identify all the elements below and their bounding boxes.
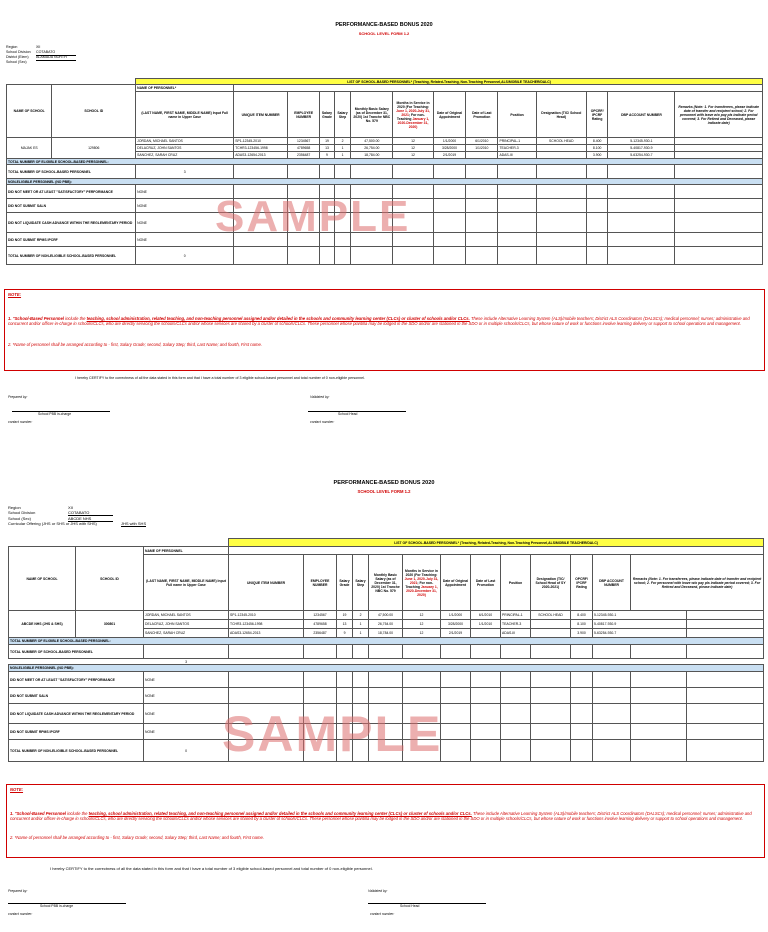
eligible-section-header: TOTAL NUMBER OF ELIGIBLE SCHOOL-BASED PERSONNEL: [9, 638, 764, 645]
table-cell: 5-12345-930-1 [608, 138, 675, 145]
total-noneligible-label: TOTAL NUMBER OF NON-ELIGIBLE SCHOOL-BASED PERSONNEL [9, 740, 144, 762]
table-cell [531, 620, 571, 629]
table-cell: 4789658 [288, 145, 320, 152]
table-cell: TEACHER-3 [501, 620, 531, 629]
col-months-service [393, 92, 434, 138]
col-rating: OPCRF/ IPCRF Rating [586, 92, 608, 138]
header-label: School (Sec) [6, 60, 27, 64]
table-cell: 8.400 [571, 611, 593, 620]
prepared-role: School PBB in-charge [38, 412, 72, 416]
table-cell: DID NOT MEET OR AT LEAST "SATISFACTORY" PERFORMANCE [7, 185, 136, 199]
table-cell: 26,754.00 [351, 145, 393, 152]
col-item-number: UNIQUE ITEM NUMBER [234, 92, 288, 138]
school-name-cell: MAJAK ES [7, 138, 52, 159]
col-item-number: UNIQUE ITEM NUMBER [229, 555, 304, 611]
col-basic-salary: Monthly Basic Salary (as of December 31, 2020) 1st Tranche NBC No. 579 [351, 92, 393, 138]
table-cell: 12 [403, 629, 441, 638]
table-cell: 4789658 [304, 620, 337, 629]
note-title: NOTE: [8, 292, 22, 297]
certification-text: I hereby CERTIFY to the correctness of all the data stated in this form and that I have a total number of 3 eligible school-based personnel and total number of 0 non-eligible personnel. [75, 376, 365, 380]
col-salary-step: Salary Step [353, 555, 369, 611]
table-cell [471, 629, 501, 638]
noneligible-section-header: NON-ELIGIBLE PERSONNEL (NO PBB): [9, 665, 764, 672]
table-cell: 1234567 [304, 611, 337, 620]
form-title: PERFORMANCE-BASED BONUS 2020 [335, 22, 433, 28]
col-salary-grade: Salary Grade [337, 555, 353, 611]
note-item-1 [10, 811, 761, 821]
col-personnel-name: (LAST NAME, FIRST NAME, MIDDLE NAME) Input Full name in Upper Case [136, 92, 234, 138]
table-cell: 9 [320, 152, 334, 159]
note-box [6, 784, 765, 858]
table-cell: NONE [144, 672, 229, 688]
col-remarks: Remarks (Note: 1. For transferees, please indicate date of transfer and recipient school; 2. For personnel with leave w/o pay pls indicate period covered; 3. For Retired and Deceased, please indicate date) [631, 555, 764, 611]
table-cell: June 1, 2020-July 31, 2021 [396, 108, 430, 117]
col-dbp-account: DBP ACCOUNT NUMBER [608, 92, 675, 138]
col-designation: Designation (TIC/ School Head) [536, 92, 586, 138]
header-value: XII [36, 45, 41, 49]
col-remarks: Remarks (Note: 1. For transferees, please indicate date of transfer and recipient school; 2. For personnel with leave w/o pay pls indicate period covered; 3. For Retired and Deceased, please indicate date) [675, 92, 763, 138]
col-original-appointment: Date of Original Appointment [433, 92, 465, 138]
list-title: LIST OF SCHOOL-BASED PERSONNEL* (Teaching, Related-Teaching, Non-Teaching Personnel,ALS/MOBILE TEACHER/DALC) [229, 539, 764, 547]
col-school-id: SCHOOL ID [52, 85, 136, 138]
table-cell: SANCHEZ, SARAH CRUZ [144, 629, 229, 638]
table-cell: These include Alternative Learning System (ALS)/mobile teachers; District ALS Coordinators (DALSCs); medical personnel; nurses; administrative and concurrent and/or officer-in-charge in schools/CLCs, who are directly servicing the schools/CLCs and/or whose services are shared by a cluster of schools/CLCs. These personnel whose plantilla may be lodged in the SDO and/or are stationed in the SDO or in multiple schools/CLCs, but whose nature of work or functions involve learning delivery or support to school operations and management. [8, 316, 750, 326]
table-cell: NONE [144, 704, 229, 724]
col-name-group: NAME OF PERSONNEL* [136, 85, 234, 92]
col-rating: OPCRF/ IPCRF Rating [571, 555, 593, 611]
table-cell: include the [63, 316, 87, 321]
table-cell: 3/28/2000 [433, 145, 465, 152]
contact-number-label: contact number: [8, 420, 33, 424]
table-cell: 1 [334, 152, 351, 159]
note-item-1 [8, 316, 761, 326]
contact-number-label: contact number: [370, 912, 395, 916]
table-cell: These include Alternative Learning System (ALS)/mobile teachers; District ALS Coordinators (DALSCs); medical personnel; nurses; administrative and concurrent and/or officer-in-charge in schools/CLCs, who are directly servicing the schools/CLCs and/or whose services are shared by a cluster of schools/CLCs. These personnel whose plantilla may be lodged in the SDO and/or are stationed in the SDO or in multiple schools/CLCs, but whose nature of work or functions involve learning delivery or support to school operations and management. [10, 811, 752, 821]
table-cell: School Division [8, 510, 36, 516]
table-cell: 19 [320, 138, 334, 145]
table-cell: 1 [353, 629, 369, 638]
total-value: 3 [136, 165, 234, 179]
table-cell: 9 [337, 629, 353, 638]
table-cell: 5-12345-930-1 [593, 611, 687, 620]
table-cell: 26,754.00 [369, 620, 403, 629]
table-cell: ADAS-III [501, 629, 531, 638]
table-cell: NONE [136, 199, 234, 213]
table-cell: 12 [393, 145, 434, 152]
table-cell: ABCDE NHS [68, 516, 113, 522]
validated-role: School Head [338, 412, 358, 416]
col-designation: Designation (TIC/ School Head of SY 2020-2021) [531, 555, 571, 611]
table-cell: DID NOT SUBMIT SALN [9, 688, 144, 704]
table-cell: 1 [353, 620, 369, 629]
table-cell: TEACHER-3 [498, 145, 536, 152]
table-cell: DID NOT SUBMIT SALN [7, 199, 136, 213]
table-cell: 2 [334, 138, 351, 145]
table-cell: SANCHEZ, SARAH CRUZ [136, 152, 234, 159]
table-cell: 3.900 [586, 152, 608, 159]
table-cell: ADAS3-12654-2013 [234, 152, 288, 159]
table-cell: 1234567 [288, 138, 320, 145]
table-cell: 1. "School-Based Personnel [10, 811, 66, 816]
col-salary-grade: Salary Grade [320, 92, 334, 138]
col-last-promotion: Date of Last Promotion [471, 555, 501, 611]
table-cell: 18,784.00 [369, 629, 403, 638]
header-fields [8, 505, 178, 527]
table-cell: NONE [136, 185, 234, 199]
table-cell: 3.900 [571, 629, 593, 638]
school-name-cell: ABCDE NHS (JHS & SHS) [9, 611, 76, 638]
table-cell: 1. "School-Based Personnel [8, 316, 64, 321]
table-cell: 5-63254-930-7 [593, 629, 687, 638]
table-cell: ADAS3-12654-2013 [229, 629, 304, 638]
col-months-service [403, 555, 441, 611]
validated-by-label: Validated by: [310, 395, 330, 399]
table-row [9, 611, 764, 620]
prepared-by-label: Prepared by: [8, 889, 28, 893]
table-cell: 2 [353, 611, 369, 620]
table-cell: 8.400 [586, 138, 608, 145]
table-cell: SP1-12345-2010 [234, 138, 288, 145]
table-cell: 1/1/2010 [471, 620, 501, 629]
table-cell: 3/28/2000 [441, 620, 471, 629]
table-cell: 6/1/2010 [466, 138, 498, 145]
table-cell: School (Sec) [8, 515, 31, 521]
total-label: TOTAL NUMBER OF SCHOOL-BASED PERSONNEL [7, 165, 136, 179]
table-cell: 1 [334, 145, 351, 152]
table-cell: 12 [403, 611, 441, 620]
col-name-group: NAME OF PERSONNEL [144, 547, 229, 555]
prepared-role: School PBB in-charge [40, 904, 74, 908]
table-cell: SP1-12345-2010 [229, 611, 304, 620]
table-cell: 47,500.00 [351, 138, 393, 145]
table-cell: DID NOT SUBMIT RPMS IPCRF [7, 233, 136, 247]
table-cell: XII [68, 505, 73, 510]
header-value: COTABATO [36, 50, 76, 56]
note-item-2: 2. *Name of personnel shall be arranged according to - first, Salary Grade; second, Salary Step; third, Last Name; and fourth, First name. [10, 835, 264, 840]
table-cell: JHS with SHS [121, 521, 147, 527]
certification-text: I hereby CERTIFY to the correctness of all the data stated in this form and that I have a total number of 3 eligible school-based personnel and total number of 0 non-eligible personnel. [50, 866, 373, 871]
col-original-appointment: Date of Original Appointment [441, 555, 471, 611]
table-cell: Region [8, 505, 21, 510]
table-cell: 13 [337, 620, 353, 629]
table-cell: Curricular Offering (JHS or SHS or JHS with SHS) [8, 521, 97, 527]
table-cell: 2/1/2019 [441, 629, 471, 638]
contact-number-label: contact number: [8, 912, 33, 916]
note-box [4, 289, 765, 371]
col-position: Position [501, 555, 531, 611]
table-cell: January 1, 2020-December 31, 2020) [406, 584, 438, 597]
list-title: LIST OF SCHOOL-BASED PERSONNEL* (Teaching, Related-Teaching, Non-Teaching Personnel,ALS/MOBILE TEACHER/DALC) [136, 79, 763, 85]
col-school-name: NAME OF SCHOOL [9, 547, 76, 611]
total-noneligible-label: TOTAL NUMBER OF NON-ELIGIBLE SCHOOL-BASED PERSONNEL [7, 247, 136, 265]
table-cell: 18,784.00 [351, 152, 393, 159]
table-cell: ; For non-Teaching [396, 112, 425, 121]
table-cell: NONE [136, 233, 234, 247]
col-personnel-name: (LAST NAME, FIRST NAME, MIDDLE NAME) Input Full name in Upper Case [144, 555, 229, 611]
table-cell: DELACRUZ, JOHN SANTOS [144, 620, 229, 629]
table-cell: TCHR3-123456-1998 [234, 145, 288, 152]
table-cell: 1/1/2000 [441, 611, 471, 620]
table-cell: 6/1/2010 [471, 611, 501, 620]
table-cell: 1/1/2000 [433, 138, 465, 145]
total-noneligible-value: 0 [136, 247, 234, 265]
col-employee-number: EMPLOYEE NUMBER [288, 92, 320, 138]
table-cell: NONE [144, 688, 229, 704]
table-cell: 5-63254-930-7 [608, 152, 675, 159]
table-cell: SCHOOL HEAD [531, 611, 571, 620]
table-cell: Months in Service in 2020 (For Teaching: [396, 100, 430, 109]
table-cell: 5-40817-930-9 [593, 620, 687, 629]
col-school-name: NAME OF SCHOOL [7, 85, 52, 138]
col-position: Position [498, 92, 536, 138]
table-cell: JORDAN, MICHAEL SANTOS [136, 138, 234, 145]
table-cell: 8.100 [571, 620, 593, 629]
eligible-section-header: TOTAL NUMBER OF ELIGIBLE SCHOOL-BASED PERSONNEL: [7, 159, 763, 165]
col-salary-step: Salary Step [334, 92, 351, 138]
validated-by-label: Validated by: [368, 889, 388, 893]
table-cell: 19 [337, 611, 353, 620]
table-cell: JORDAN, MICHAEL SANTOS [144, 611, 229, 620]
table-cell: DID NOT SUBMIT RPMS IPCRF [9, 724, 144, 740]
table-cell: NONE [136, 213, 234, 233]
table-cell: 12 [403, 620, 441, 629]
table-cell: June 1, 2020-July 31, 2021 [404, 576, 439, 585]
table-cell: 2/1/2019 [433, 152, 465, 159]
table-cell: 47,500.00 [369, 611, 403, 620]
header-value: ALAMADA NORTH [36, 55, 76, 61]
table-cell [536, 152, 586, 159]
sample-watermark: SAMPLE [222, 706, 443, 762]
school-id-cell: 300801 [76, 611, 144, 638]
form-subtitle: SCHOOL LEVEL FORM 1.2 [357, 489, 411, 494]
form-title: PERFORMANCE-BASED BONUS 2020 [333, 480, 435, 486]
table-cell: include the [65, 811, 89, 816]
header-label: Region [6, 45, 18, 49]
col-dbp-account: DBP ACCOUNT NUMBER [593, 555, 631, 611]
header-label: School Division [6, 50, 31, 54]
table-cell: DELACRUZ, JOHN SANTOS [136, 145, 234, 152]
note-item-2: 2. *Name of personnel shall be arranged according to - first, Salary Grade; second, Salary Step; third, Last Name; and fourth, First name. [8, 342, 262, 347]
prepared-by-label: Prepared by: [8, 395, 28, 399]
table-cell [531, 629, 571, 638]
table-cell [536, 145, 586, 152]
table-cell: NONE [144, 724, 229, 740]
table-cell: 1/1/2010 [466, 145, 498, 152]
table-cell: ADAS-III [498, 152, 536, 159]
table-row [7, 138, 763, 145]
table-cell: PRINCIPAL-1 [501, 611, 531, 620]
table-cell: 12 [393, 138, 434, 145]
sample-watermark: SAMPLE [215, 192, 411, 241]
table-cell: 8.100 [586, 145, 608, 152]
col-school-id: SCHOOL ID [76, 547, 144, 611]
table-cell: teaching, school administration, related teaching, and non-teaching personnel assigned and/or detailed in the schools and community learning center (CLCs) or cluster of schools and/or CLCs. [86, 316, 470, 321]
col-employee-number: EMPLOYEE NUMBER [304, 555, 337, 611]
table-cell: TCHR3-123456-1998 [229, 620, 304, 629]
noneligible-section-header: NON-ELIGIBLE PERSONNEL (NO PBB): [7, 179, 763, 185]
total-label: TOTAL NUMBER OF SCHOOL-BASED PERSONNEL [9, 645, 144, 659]
table-cell: 12 [393, 152, 434, 159]
table-cell: teaching, school administration, related teaching, and non-teaching personnel assigned and/or detailed in the schools and community learning center (CLCs) or cluster of schools and/or CLCs. [88, 811, 472, 816]
table-cell: COTABATO [68, 510, 113, 516]
table-cell: 2356487 [304, 629, 337, 638]
contact-number-label: contact number: [310, 420, 335, 424]
form-subtitle: SCHOOL LEVEL FORM 1.2 [358, 31, 410, 36]
total-value: 3 [185, 659, 187, 664]
table-cell: 13 [320, 145, 334, 152]
table-cell: January 1, 2020-December 31, 2020) [397, 116, 430, 129]
col-basic-salary: Monthly Basic Salary (as of December 31, 2020) 1st Tranche NBC No. 579 [369, 555, 403, 611]
col-last-promotion: Date of Last Promotion [466, 92, 498, 138]
table-cell: SCHOOL HEAD [536, 138, 586, 145]
total-noneligible-value: 0 [144, 740, 229, 762]
table-cell [466, 152, 498, 159]
table-cell: 5-40817-930-9 [608, 145, 675, 152]
validated-role: School Head [400, 904, 420, 908]
table-cell: DID NOT MEET OR AT LEAST "SATISFACTORY" PERFORMANCE [9, 672, 144, 688]
table-cell: 2356487 [288, 152, 320, 159]
table-cell: DID NOT LIQUIDATE CASH ADVANCE WITHIN THE REGLEMENTARY PERIOD [7, 213, 136, 233]
table-cell: PRINCIPAL-1 [498, 138, 536, 145]
note-title: NOTE: [10, 787, 24, 792]
header-fields [6, 45, 126, 65]
table-cell: Months in Service in 2020 (For Teaching: [405, 568, 438, 577]
table-cell: DID NOT LIQUIDATE CASH ADVANCE WITHIN THE REGLEMENTARY PERIOD [9, 704, 144, 724]
school-id-cell: 129806 [52, 138, 136, 159]
header-label: District (Elem) [6, 55, 29, 59]
table-cell: ; For non-Teaching [405, 580, 434, 589]
